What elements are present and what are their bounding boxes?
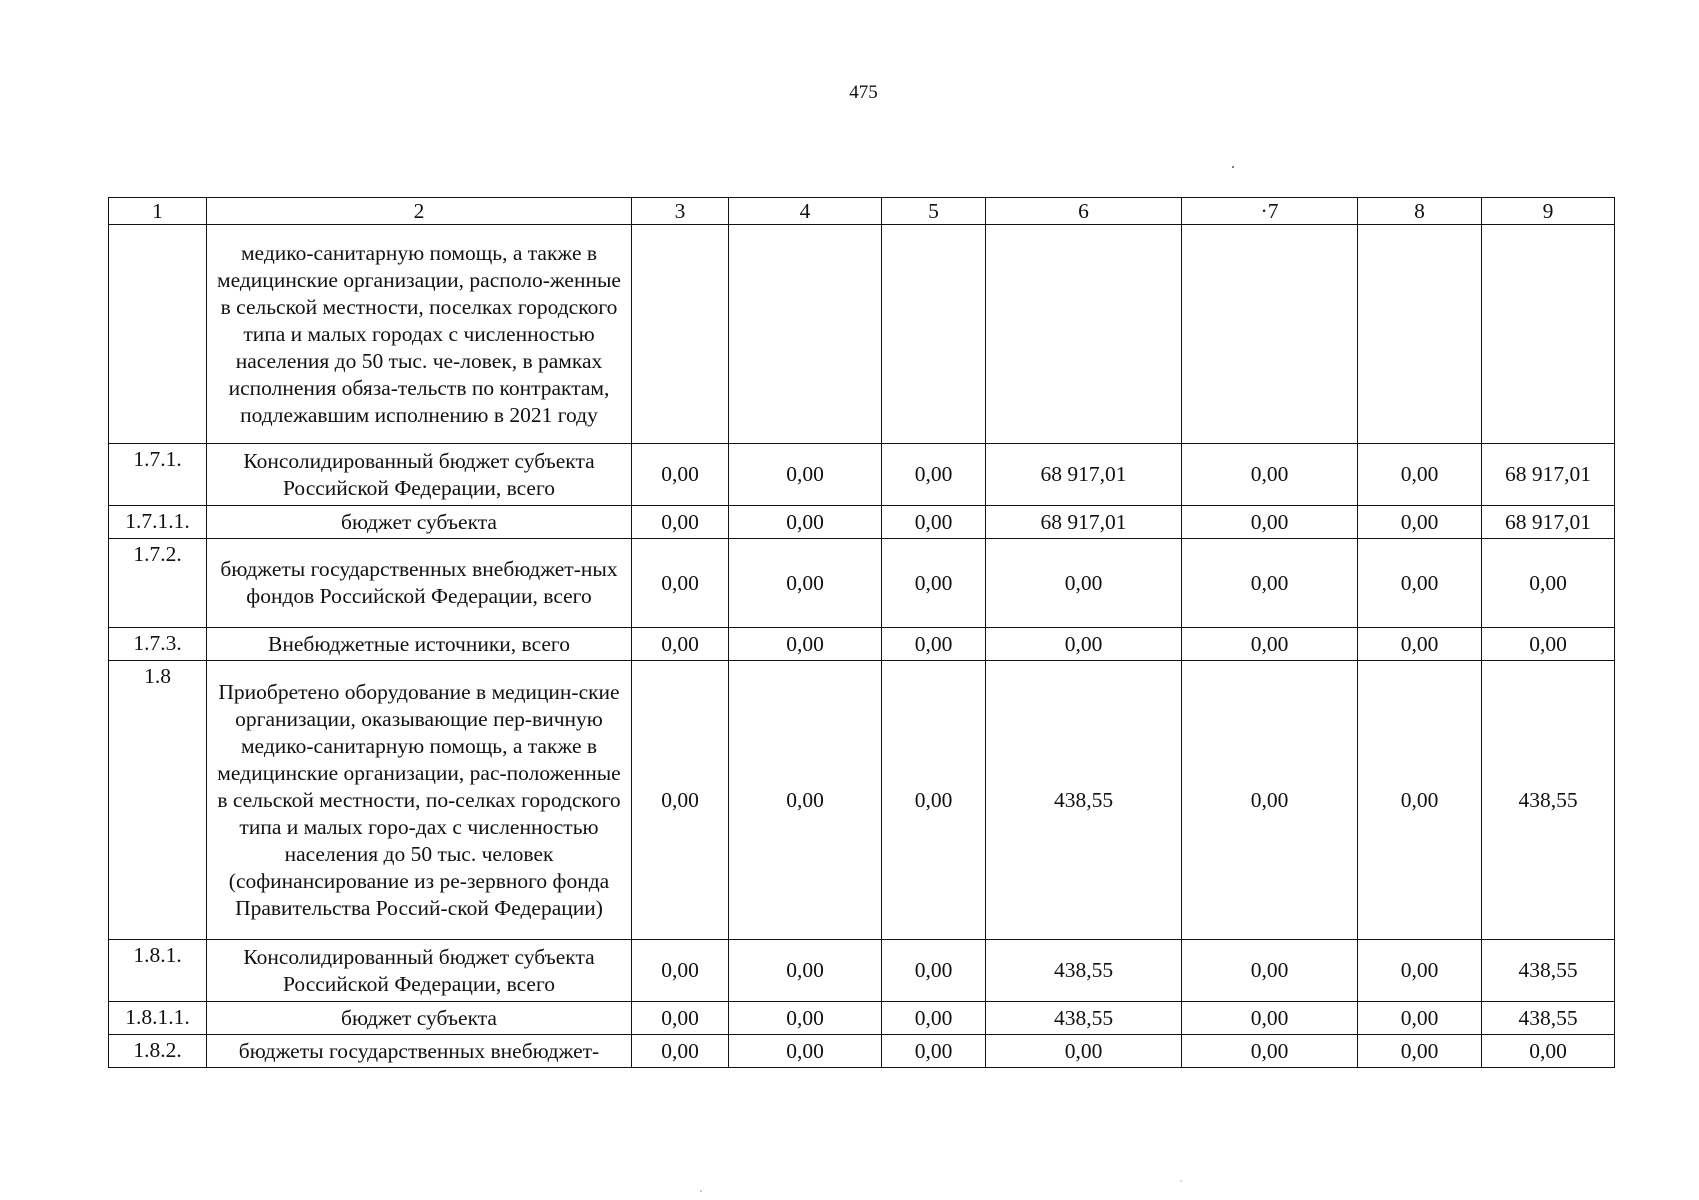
row-description: Консолидированный бюджет субъекта Российской Федерации, всего xyxy=(207,940,632,1002)
row-value: 0,00 xyxy=(1482,628,1615,661)
row-value: 0,00 xyxy=(729,628,882,661)
row-value: 0,00 xyxy=(1182,444,1358,506)
row-description: бюджет субъекта xyxy=(207,1002,632,1035)
row-value: 0,00 xyxy=(1482,1035,1615,1068)
row-value: 0,00 xyxy=(882,940,986,1002)
row-description: Приобретено оборудование в медицин-ские организации, оказывающие пер-вичную медико-санитарную помощь, а также в медицинские организации, рас-положенные в сельской местности, по-селках городского типа и малых горо-дах с численностью населения до 50 тыс. человек (софинансирование из ре-зервного фонда Правительства Россий-ской Федерации) xyxy=(207,661,632,940)
row-value: 0,00 xyxy=(1182,539,1358,628)
row-value: 0,00 xyxy=(632,940,729,1002)
row-value: 0,00 xyxy=(1182,940,1358,1002)
row-value xyxy=(729,225,882,444)
row-value: 0,00 xyxy=(632,444,729,506)
table-row xyxy=(109,1002,1615,1035)
row-value: 0,00 xyxy=(1358,539,1482,628)
row-value xyxy=(1182,225,1358,444)
row-value: 0,00 xyxy=(729,539,882,628)
row-value: 0,00 xyxy=(729,506,882,539)
page-number: 475 xyxy=(849,82,878,103)
table-row xyxy=(109,225,1615,444)
row-value: 0,00 xyxy=(729,1035,882,1068)
row-value: 0,00 xyxy=(729,1002,882,1035)
table-row xyxy=(109,940,1615,1002)
row-value: 0,00 xyxy=(1358,1035,1482,1068)
column-header: 1 xyxy=(109,198,207,225)
row-code: 1.7.2. xyxy=(109,539,207,628)
row-code: 1.7.3. xyxy=(109,628,207,661)
row-value xyxy=(1358,225,1482,444)
row-value: 438,55 xyxy=(1482,940,1615,1002)
row-value: 0,00 xyxy=(882,1035,986,1068)
row-value: 0,00 xyxy=(1182,628,1358,661)
row-value: 0,00 xyxy=(882,444,986,506)
row-value: 0,00 xyxy=(729,661,882,940)
row-value: 0,00 xyxy=(1358,628,1482,661)
row-value: 0,00 xyxy=(882,1002,986,1035)
column-header: 8 xyxy=(1358,198,1482,225)
row-value: 0,00 xyxy=(1358,1002,1482,1035)
row-value: 0,00 xyxy=(1182,1035,1358,1068)
row-value: 0,00 xyxy=(1358,940,1482,1002)
scan-speck xyxy=(1232,166,1234,168)
row-value: 0,00 xyxy=(882,628,986,661)
row-description: бюджеты государственных внебюджет- xyxy=(207,1035,632,1068)
row-value: 0,00 xyxy=(1358,661,1482,940)
row-value: 0,00 xyxy=(632,1035,729,1068)
row-value: 438,55 xyxy=(986,1002,1182,1035)
row-code xyxy=(109,225,207,444)
row-value: 68 917,01 xyxy=(986,506,1182,539)
scan-speck xyxy=(1180,1180,1182,1182)
row-description: бюджеты государственных внебюджет-ных фондов Российской Федерации, всего xyxy=(207,539,632,628)
table-row xyxy=(109,506,1615,539)
row-code: 1.8.1. xyxy=(109,940,207,1002)
row-value xyxy=(882,225,986,444)
row-value: 68 917,01 xyxy=(1482,444,1615,506)
row-value: 0,00 xyxy=(1182,1002,1358,1035)
header-row xyxy=(109,198,1615,225)
column-header: 4 xyxy=(729,198,882,225)
row-value: 68 917,01 xyxy=(1482,506,1615,539)
row-value xyxy=(632,225,729,444)
column-header: 5 xyxy=(882,198,986,225)
row-value: 0,00 xyxy=(1182,506,1358,539)
table-row xyxy=(109,628,1615,661)
scan-speck xyxy=(700,1190,702,1192)
row-value: 438,55 xyxy=(1482,1002,1615,1035)
row-description: медико-санитарную помощь, а также в медицинские организации, располо-женные в сельской местности, поселках городского типа и малых городах с численностью населения до 50 тыс. че-ловек, в рамках исполнения обяза-тельств по контрактам, подлежавшим исполнению в 2021 году xyxy=(207,225,632,444)
table-row xyxy=(109,1035,1615,1068)
column-header: 2 xyxy=(207,198,632,225)
column-header: 9 xyxy=(1482,198,1615,225)
row-value xyxy=(1482,225,1615,444)
row-value: 0,00 xyxy=(1182,661,1358,940)
row-value: 0,00 xyxy=(882,539,986,628)
row-value: 438,55 xyxy=(986,940,1182,1002)
column-header: 6 xyxy=(986,198,1182,225)
table-row xyxy=(109,539,1615,628)
row-description: бюджет субъекта xyxy=(207,506,632,539)
row-value: 0,00 xyxy=(632,1002,729,1035)
row-value: 0,00 xyxy=(632,506,729,539)
row-value: 0,00 xyxy=(986,628,1182,661)
row-value: 0,00 xyxy=(882,506,986,539)
row-value: 0,00 xyxy=(986,539,1182,628)
row-description: Внебюджетные источники, всего xyxy=(207,628,632,661)
row-value: 0,00 xyxy=(729,940,882,1002)
row-code: 1.8 xyxy=(109,661,207,940)
row-value: 0,00 xyxy=(1482,539,1615,628)
row-value: 0,00 xyxy=(882,661,986,940)
row-value xyxy=(986,225,1182,444)
table-row xyxy=(109,444,1615,506)
row-value: 0,00 xyxy=(1358,444,1482,506)
row-value: 438,55 xyxy=(986,661,1182,940)
column-header: ·7 xyxy=(1182,198,1358,225)
row-value: 0,00 xyxy=(986,1035,1182,1068)
row-value: 0,00 xyxy=(729,444,882,506)
row-code: 1.7.1.1. xyxy=(109,506,207,539)
row-code: 1.8.1.1. xyxy=(109,1002,207,1035)
column-header: 3 xyxy=(632,198,729,225)
row-value: 0,00 xyxy=(632,628,729,661)
row-code: 1.8.2. xyxy=(109,1035,207,1068)
row-value: 0,00 xyxy=(632,539,729,628)
row-value: 0,00 xyxy=(632,661,729,940)
row-value: 0,00 xyxy=(1358,506,1482,539)
row-code: 1.7.1. xyxy=(109,444,207,506)
budget-table xyxy=(108,197,1615,1068)
row-value: 438,55 xyxy=(1482,661,1615,940)
row-description: Консолидированный бюджет субъекта Российской Федерации, всего xyxy=(207,444,632,506)
table-row xyxy=(109,661,1615,940)
row-value: 68 917,01 xyxy=(986,444,1182,506)
